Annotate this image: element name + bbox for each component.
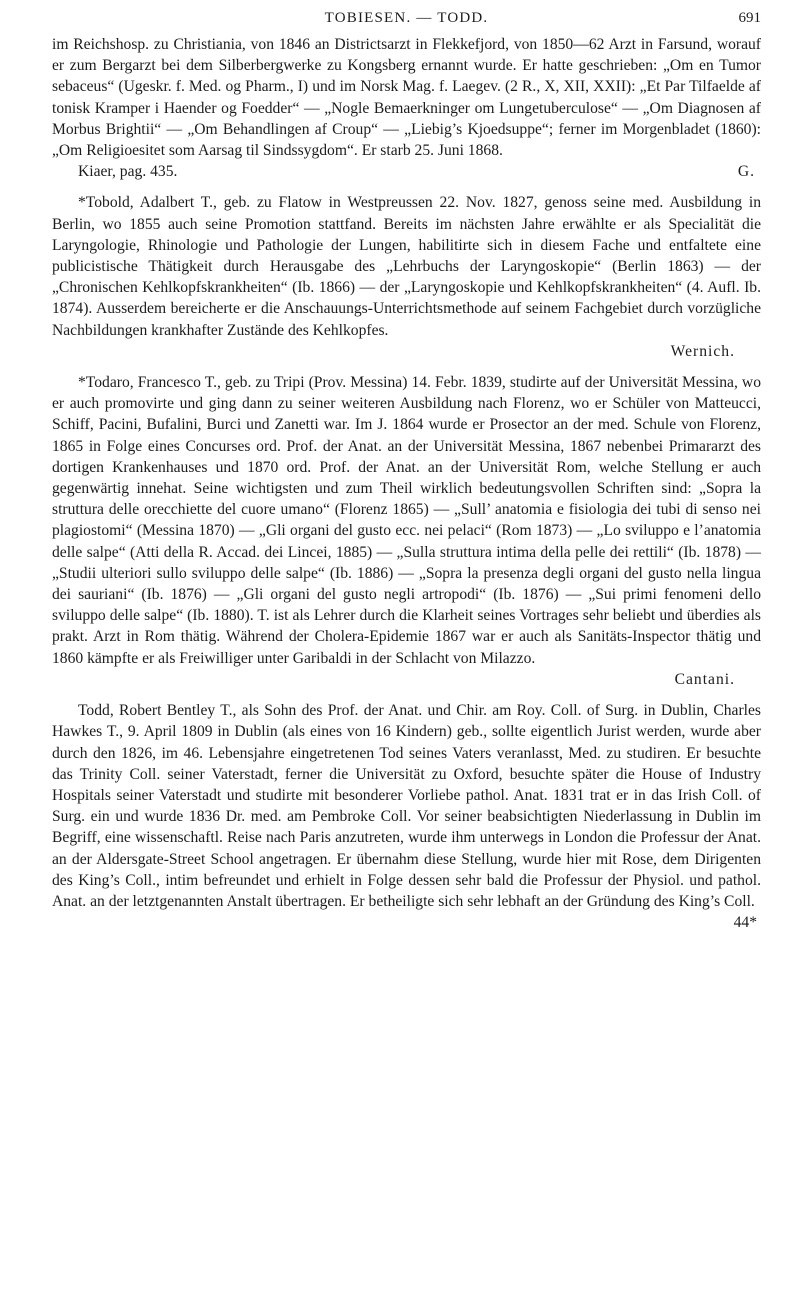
entry-tobold: [52, 192, 761, 362]
entry-body: Todd, Robert Bentley T., als Sohn des Prof. der Anat. und Chir. am Roy. Coll. of Surg. in Dublin, Charles Hawkes T., 9. April 1809 in Dublin (als eines von 16 Kindern) geb., sollte eigentlich Jurist werden, wurde aber durch den 1826, im 46. Lebensjahre eingetretenen Tod seines Vaters veranlasst, Med. zu studiren. Er besuchte das Trinity Coll. seiner Vaterstadt, ferner die Universität zu Oxford, besuchte später die House of Industry Hospitals seiner Vaterstadt und studirte mit besonderer Vorliebe pathol. Anat. 1831 trat er in das Irish Coll. of Surg. ein und wurde 1836 Dr. med. am Pembroke Coll. Vor seiner beabsichtigten Niederlassung in Dublin im Begriff, eine wissenschaftl. Reise nach Paris anzutreten, wurde ihm unterwegs in London die Professur der Anat. an der Aldersgate-Street School angetragen. Er übernahm diese Stellung, wurde hier mit Rose, dem Dirigenten des King’s Coll., intim befreundet und erhielt in Folge dessen sehr bald die Professur der Physiol. und pathol. Anat. an der letztgenannten Anstalt übertragen. Er betheiligte sich sehr lebhaft an der Gründung des King’s Coll.: [52, 702, 761, 910]
entry-tobiesen: [52, 34, 761, 182]
signature-mark: 44*: [733, 914, 757, 932]
page-number: 691: [738, 10, 761, 26]
running-title: TOBIESEN. — TODD.: [324, 10, 489, 26]
entry-body: im Reichshosp. zu Christiania, von 1846 an Districtsarzt in Flekkefjord, von 1850—62 Arzt in Farsund, worauf er zum Bergarzt bei dem Silberbergwerke zu Kongsberg ernannt wurde. Er hatte geschrieben: „Om en Tumor sebaceus“ (Ugeskr. f. Med. og Pharm., I) und im Norsk Mag. f. Laegev. (2 R., X, XII, XXII): „Et Par Tilfaelde af tonisk Kramper i Haender og Foedder“ — „Nogle Bemaerkninger om Lungetuberculose“ — „Om Diagnosen af Morbus Brightii“ — „Om Behandlingen af Croup“ — „Liebig’s Kjoedsuppe“; ferner im Morgenbladet (1860): „Om Religioesitet som Aarsag til Sindssygdom“. Er starb 25. Juni 1868.: [52, 36, 761, 160]
entry-source-line: [52, 161, 761, 182]
running-header: [52, 8, 761, 34]
entry-author: Cantani.: [674, 670, 735, 688]
entry-body: *Tobold, Adalbert T., geb. zu Flatow in Westpreussen 22. Nov. 1827, genoss seine med. Ausbildung in Berlin, wo 1855 auch seine Promotion stattfand. Bereits im nächsten Jahre erwählte er als Specialität die Laryngologie, Rhinologie und Pathologie der Lungen, habilitirte sich in diesem Fache und entfaltete eine publicistische Thätigkeit durch Herausgabe des „Lehrbuchs der Laryngoskopie“ (Berlin 1863) — der „Chronischen Kehlkopfskrankheiten“ (Ib. 1866) — der „Laryngoskopie und Kehlkopfskrankheiten“ (4. Aufl. Ib. 1874). Ausserdem bereicherte er die Anschauungs-Unterrichtsmethode auf seinem Fachgebiet durch vorzügliche Nachbildungen krankhafter Zustände des Kehlkopfes.: [52, 194, 761, 339]
entry-todd: [52, 700, 761, 912]
entry-reference: Kiaer, pag. 435.: [78, 163, 178, 181]
entry-body: *Todaro, Francesco T., geb. zu Tripi (Prov. Messina) 14. Febr. 1839, studirte auf der Universität Messina, wo er auch promovirte und ging dann zu seiner weiteren Ausbildung nach Florenz, wo er Schüler von Matteucci, Schiff, Pacini, Bufalini, Burci und Zanetti war. Im J. 1864 wurde er Prosector an der med. Schule von Florenz, 1865 in Folge eines Concurses ord. Prof. der Anat. an der Universität Messina, 1867 nebenbei Primararzt des dortigen Krankenhauses und 1870 ord. Prof. der Anat. an der Universität Rom, welche Stellung er auch gegenwärtig innehat. Seine wichtigsten und zum Theil wirklich bedeutungsvollen Schriften sind: „Sopra la struttura delle orecchiette del cuore umano“ (Florenz 1865) — „Sull’ anatomia e fisiologia dei tubi di senso nei plagiostomi“ (Messina 1870) — „Gli organi del gusto ecc. nei pelaci“ (Rom 1873) — „Lo sviluppo e l’anatomia delle salpe“ (Atti della R. Accad. dei Lincei, 1885) — „Sulla struttura intima della pelle dei rettili“ (Ib. 1878) — „Studii ulteriori sullo sviluppo delle salpe“ (Ib. 1886) — „Sopra la presenza degli organi del gusto nella lingua dei sauriani“ (Ib. 1876) — „Gli organi del gusto negli artropodi“ (Ib. 1876) — „Sui primi fenomeni dello sviluppo delle salpe“ (Ib. 1880). T. ist als Lehrer durch die Klarheit seines Vortrages sehr beliebt und überdies als prakt. Arzt in Rom thätig. Während der Cholera-Epidemie 1867 war er auch als Sanitäts-Inspector thätig und 1860 kämpfte er als Freiwilliger unter Garibaldi in der Schlacht von Milazzo.: [52, 374, 761, 667]
entry-author: Wernich.: [670, 342, 735, 360]
entry-todaro: [52, 372, 761, 690]
entry-author: G.: [737, 163, 755, 181]
